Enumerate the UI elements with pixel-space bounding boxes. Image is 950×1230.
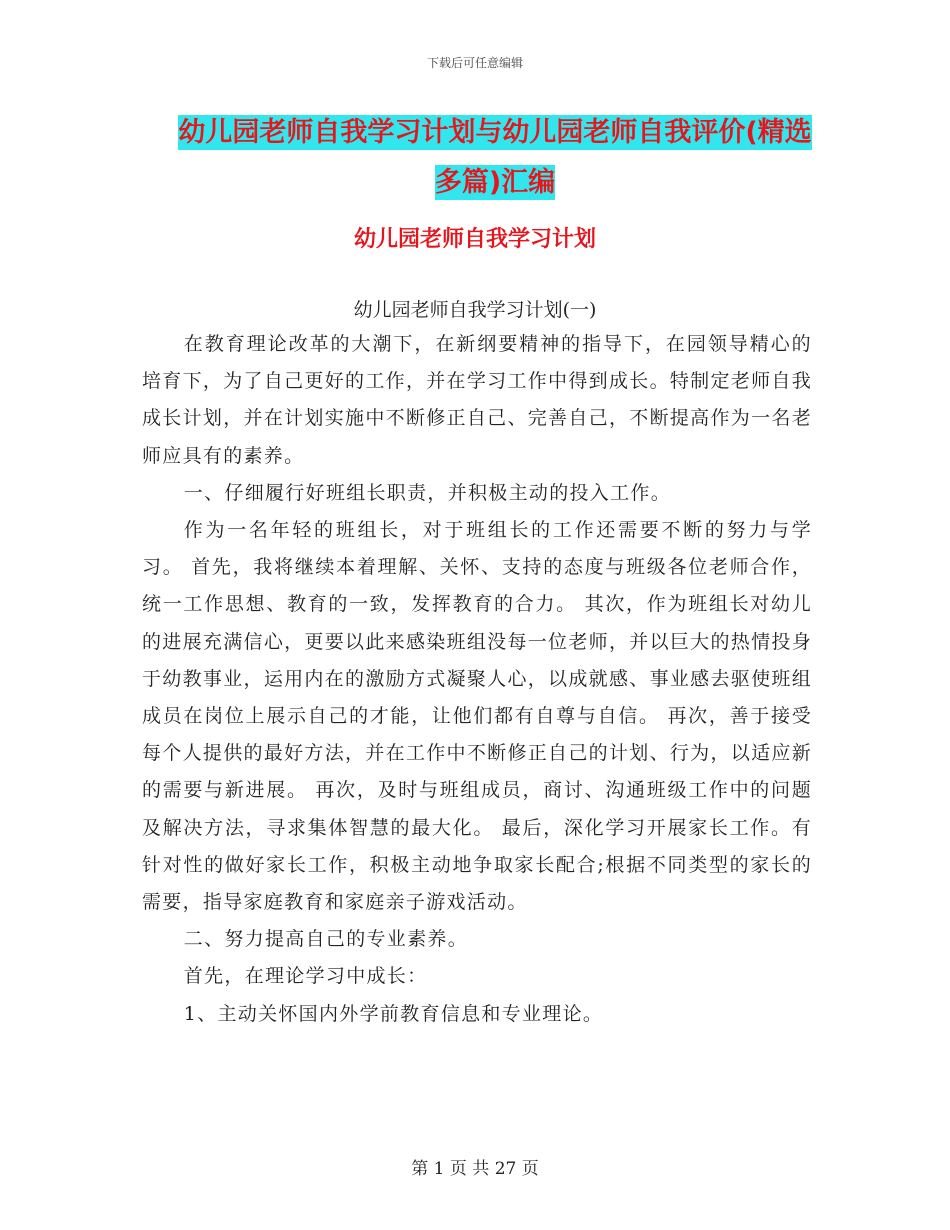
page-footer: 第 1 页 共 27 页 <box>411 1159 539 1179</box>
header-note: 下载后可任意编辑 <box>426 56 523 70</box>
document-title <box>140 108 850 208</box>
subtitle: 幼儿园老师自我学习计划(一) <box>353 299 597 321</box>
paragraph: 1、主动关怀国内外学前教育信息和专业理论。 <box>183 1002 604 1025</box>
body-text <box>142 326 812 1033</box>
title-line-1: 幼儿园老师自我学习计划与幼儿园老师自我评价(精选 <box>178 117 812 148</box>
paragraph: 在教育理论改革的大潮下，在新纲要精神的指导下，在园领导精心的培育下，为了自己更好的工作，并在学习工作中得到成长。特制定老师自我成长计划，并在计划实施中不断修正自己、完善自己，不断提高作为一名老师应具有的素养。 <box>142 333 812 467</box>
title-line-2: 多篇)汇编 <box>434 167 556 198</box>
paragraph: 二、努力提高自己的专业素养。 <box>183 928 468 951</box>
paragraph: 一、仔细履行好班组长职责，并积极主动的投入工作。 <box>183 481 671 504</box>
paragraph: 作为一名年轻的班组长，对于班组长的工作还需要不断的努力与学习。 首先，我将继续本着理解、关怀、支持的态度与班级各位老师合作，统一工作思想、教育的一致，发挥教育的合力。 其次，作为班组长对幼儿的进展充满信心，更要以此来感染班组没每一位老师，并以巨大的热情投身于幼教事业，运用内在的激励方式凝聚人心，以成就感、事业感去驱使班组成员在岗位上展示自己的才能，让他们都有自尊与自信。 再次，善于接受每个人提供的最好方法，并在工作中不断修正自己的计划、行为，以适应新的需要与新进展。 再次，及时与班组成员，商讨、沟通班级工作中的问题及解决方法，寻求集体智慧的最大化。 最后，深化学习开展家长工作。有针对性的做好家长工作，积极主动地争取家长配合;根据不同类型的家长的需要，指导家庭教育和家庭亲子游戏活动。 <box>142 519 812 914</box>
paragraph: 首先，在理论学习中成长： <box>183 965 428 988</box>
section-title: 幼儿园老师自我学习计划 <box>353 227 596 252</box>
